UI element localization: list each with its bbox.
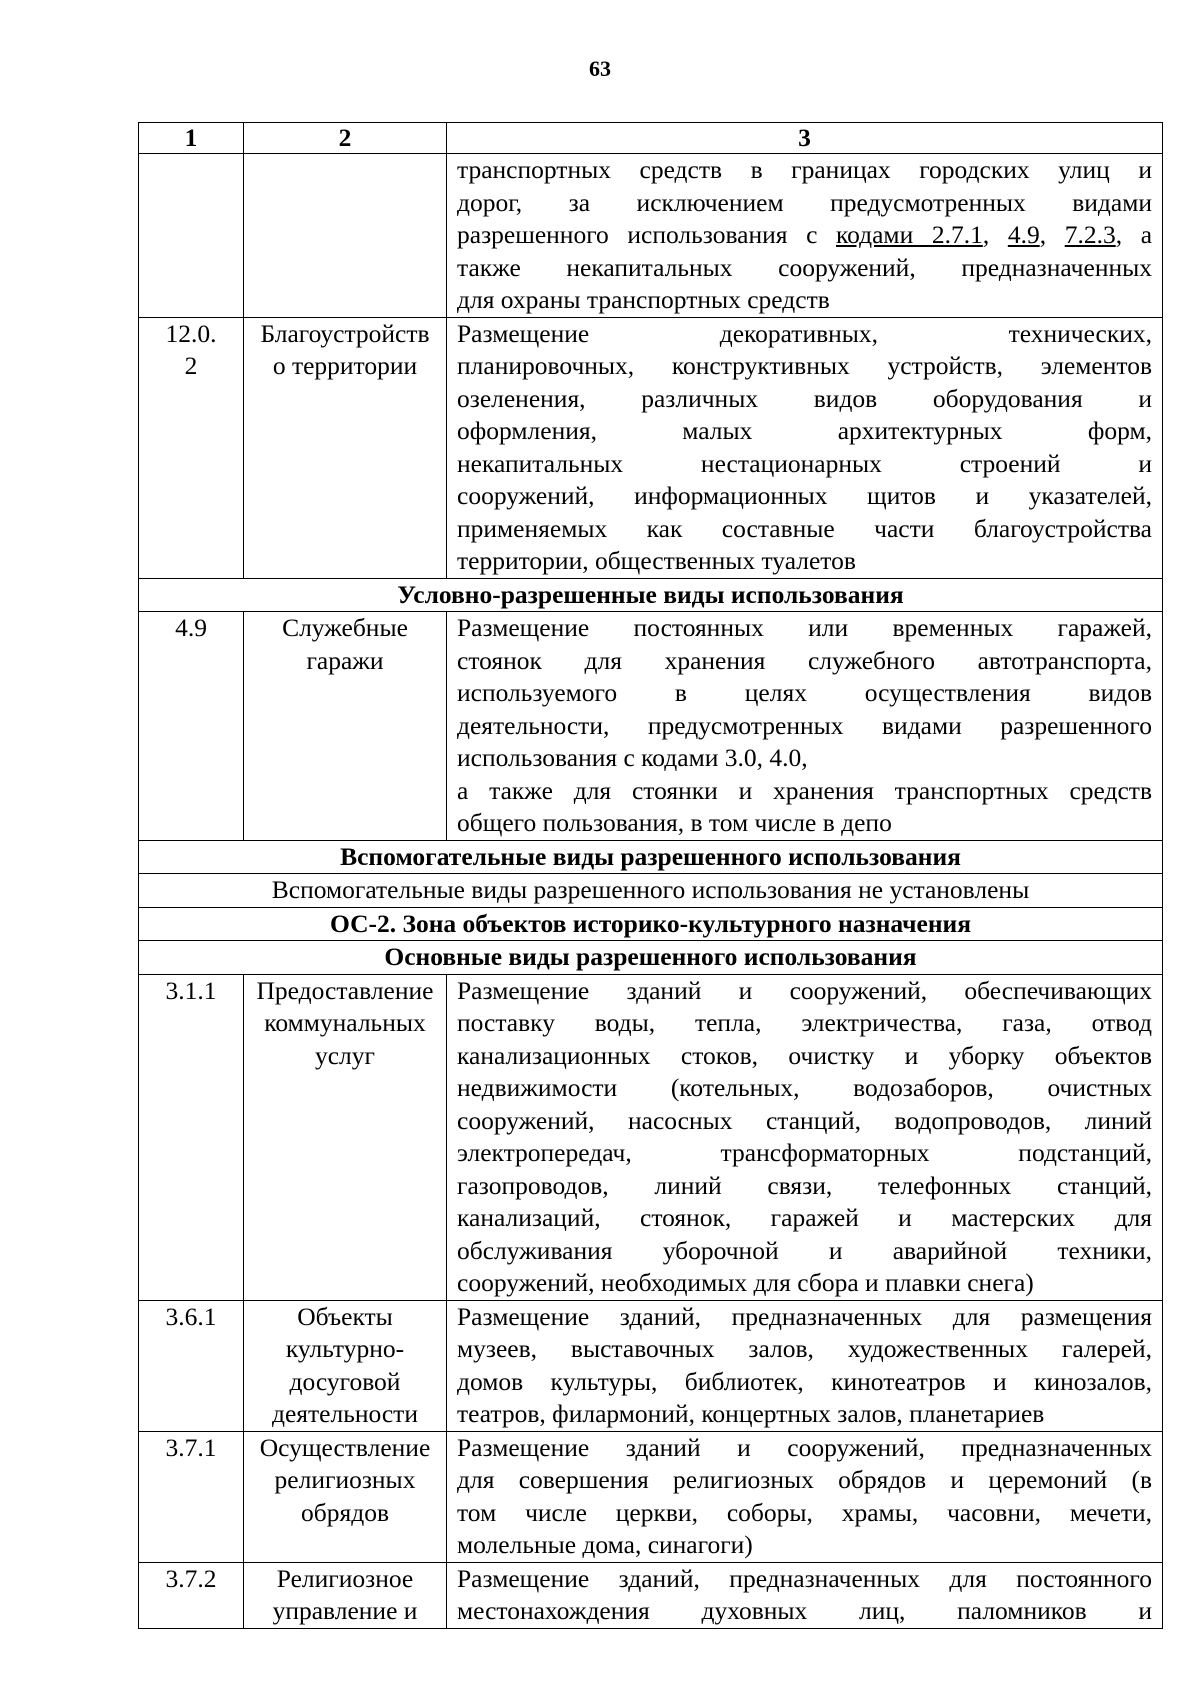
desc-line-with-links: разрешенного использования с кодами 2.7.1, 4.9, 7.2.3, а bbox=[457, 220, 1153, 249]
row-code: 3.7.1 bbox=[139, 1431, 244, 1562]
desc-line: транспортных средств в границах городских улиц и bbox=[457, 155, 1152, 184]
desc-line: Размещение постоянных или временных гаражей, bbox=[457, 613, 1152, 642]
row-code: 3.7.2 bbox=[139, 1562, 244, 1628]
row-name bbox=[244, 154, 447, 318]
row-name: Объекты культурно- досуговой деятельности bbox=[244, 1300, 447, 1431]
desc-line: канализаций, стоянок, гаражей и мастерских для bbox=[457, 1203, 1152, 1232]
row-description bbox=[447, 154, 1163, 318]
row-code: 4.9 bbox=[139, 612, 244, 841]
row-description bbox=[447, 317, 1163, 578]
desc-line: используемого в целях осуществления видов bbox=[457, 678, 1152, 707]
desc-line: использования с кодами 3.0, 4.0, bbox=[457, 743, 808, 772]
table-row bbox=[139, 1562, 1163, 1628]
row-description bbox=[447, 1431, 1163, 1562]
desc-line: для совершения религиозных обрядов и церемоний (в bbox=[457, 1465, 1152, 1494]
row-name: Благоустройств о территории bbox=[244, 317, 447, 578]
desc-line: Размещение зданий, предназначенных для размещения bbox=[457, 1301, 1152, 1331]
desc-line: планировочных, конструктивных устройств, элементов bbox=[457, 351, 1152, 380]
row-description bbox=[447, 612, 1163, 841]
desc-line: обслуживания уборочной и аварийной техники, bbox=[457, 1235, 1152, 1265]
table-row bbox=[139, 154, 1163, 318]
section-title-aux: Вспомогательные виды разрешенного использования bbox=[139, 840, 1163, 874]
desc-line: Размещение зданий и сооружений, предназначенных bbox=[457, 1432, 1152, 1462]
desc-line: сооружений, информационных щитов и указателей, bbox=[457, 481, 1152, 510]
section-row bbox=[139, 840, 1163, 874]
desc-line: электропередач, трансформаторных подстанций, bbox=[457, 1138, 1152, 1167]
desc-line: недвижимости (котельных, водозаборов, очистных bbox=[457, 1073, 1152, 1102]
table-row bbox=[139, 612, 1163, 841]
row-code: 3.1.1 bbox=[139, 974, 244, 1300]
row-name: Служебные гаражи bbox=[244, 612, 447, 841]
row-name: Предоставление коммунальных услуг bbox=[244, 974, 447, 1300]
row-description bbox=[447, 974, 1163, 1300]
header-col-3: 3 bbox=[447, 123, 1163, 154]
section-row bbox=[139, 907, 1163, 941]
code-link[interactable]: 4.9 bbox=[1007, 220, 1040, 249]
table-header-row bbox=[139, 123, 1163, 154]
page-number: 63 bbox=[589, 56, 611, 81]
desc-line: Размещение зданий, предназначенных для постоянного bbox=[457, 1563, 1152, 1593]
table-row bbox=[139, 1431, 1163, 1562]
desc-line: некапитальных нестационарных строений и bbox=[457, 448, 1152, 478]
desc-line: том числе церкви, соборы, храмы, часовни, мечети, bbox=[457, 1497, 1152, 1527]
table-row bbox=[139, 317, 1163, 578]
desc-line: музеев, выставочных залов, художественных галерей, bbox=[457, 1334, 1152, 1363]
zone-title: ОС-2. Зона объектов историко-культурного назначения bbox=[139, 907, 1163, 941]
section-row bbox=[139, 578, 1163, 612]
desc-line: дорог, за исключением предусмотренных видами bbox=[457, 187, 1152, 217]
code-link[interactable]: кодами 2.7.1 bbox=[836, 220, 983, 249]
row-code bbox=[139, 154, 244, 318]
row-name: Осуществление религиозных обрядов bbox=[244, 1431, 447, 1562]
desc-line: озеленения, различных видов оборудования и bbox=[457, 383, 1152, 413]
desc-line: а также для стоянки и хранения транспортных средств bbox=[457, 775, 1152, 805]
desc-line: оформления, малых архитектурных форм, bbox=[457, 416, 1152, 445]
desc-line: деятельности, предусмотренных видами разрешенного bbox=[457, 710, 1152, 740]
desc-line: канализационных стоков, очистку и уборку объектов bbox=[457, 1040, 1152, 1070]
desc-line: сооружений, необходимых для сбора и плавки снега) bbox=[457, 1268, 1034, 1297]
code-link[interactable]: 7.2.3 bbox=[1064, 220, 1116, 249]
desc-line: территории, общественных туалетов bbox=[457, 546, 856, 575]
table-row bbox=[139, 974, 1163, 1300]
desc-line: Размещение зданий и сооружений, обеспечивающих bbox=[457, 975, 1152, 1005]
section-title-main: Основные виды разрешенного использования bbox=[139, 941, 1163, 975]
desc-line: Размещение декоративных, технических, bbox=[457, 318, 1152, 348]
desc-line: применяемых как составные части благоустройства bbox=[457, 513, 1152, 543]
table-row bbox=[139, 1300, 1163, 1431]
section-title-conditional: Условно-разрешенные виды использования bbox=[139, 578, 1163, 612]
desc-line: молельные дома, синагоги) bbox=[457, 1530, 753, 1559]
desc-line: театров, филармоний, концертных залов, планетариев bbox=[457, 1399, 1045, 1428]
section-row bbox=[139, 941, 1163, 975]
note-row bbox=[139, 874, 1163, 908]
row-name: Религиозное управление и bbox=[244, 1562, 447, 1628]
header-col-1: 1 bbox=[139, 123, 244, 154]
land-use-table bbox=[138, 122, 1163, 1629]
desc-line: для охраны транспортных средств bbox=[457, 285, 830, 314]
desc-line: сооружений, насосных станций, водопроводов, линий bbox=[457, 1105, 1152, 1135]
desc-line: местонахождения духовных лиц, паломников и bbox=[457, 1596, 1152, 1625]
row-code: 3.6.1 bbox=[139, 1300, 244, 1431]
desc-line: стоянок для хранения служебного автотранспорта, bbox=[457, 645, 1152, 675]
aux-note: Вспомогательные виды разрешенного использования не установлены bbox=[139, 874, 1163, 908]
desc-line: домов культуры, библиотек, кинотеатров и кинозалов, bbox=[457, 1366, 1152, 1396]
desc-line: также некапитальных сооружений, предназначенных bbox=[457, 252, 1152, 282]
header-col-2: 2 bbox=[244, 123, 447, 154]
row-description bbox=[447, 1562, 1163, 1628]
row-code: 12.0. 2 bbox=[139, 317, 244, 578]
row-description bbox=[447, 1300, 1163, 1431]
desc-line: поставку воды, тепла, электричества, газа, отвод bbox=[457, 1008, 1152, 1037]
desc-line: газопроводов, линий связи, телефонных станций, bbox=[457, 1170, 1152, 1200]
desc-line: общего пользования, в том числе в депо bbox=[457, 808, 892, 837]
